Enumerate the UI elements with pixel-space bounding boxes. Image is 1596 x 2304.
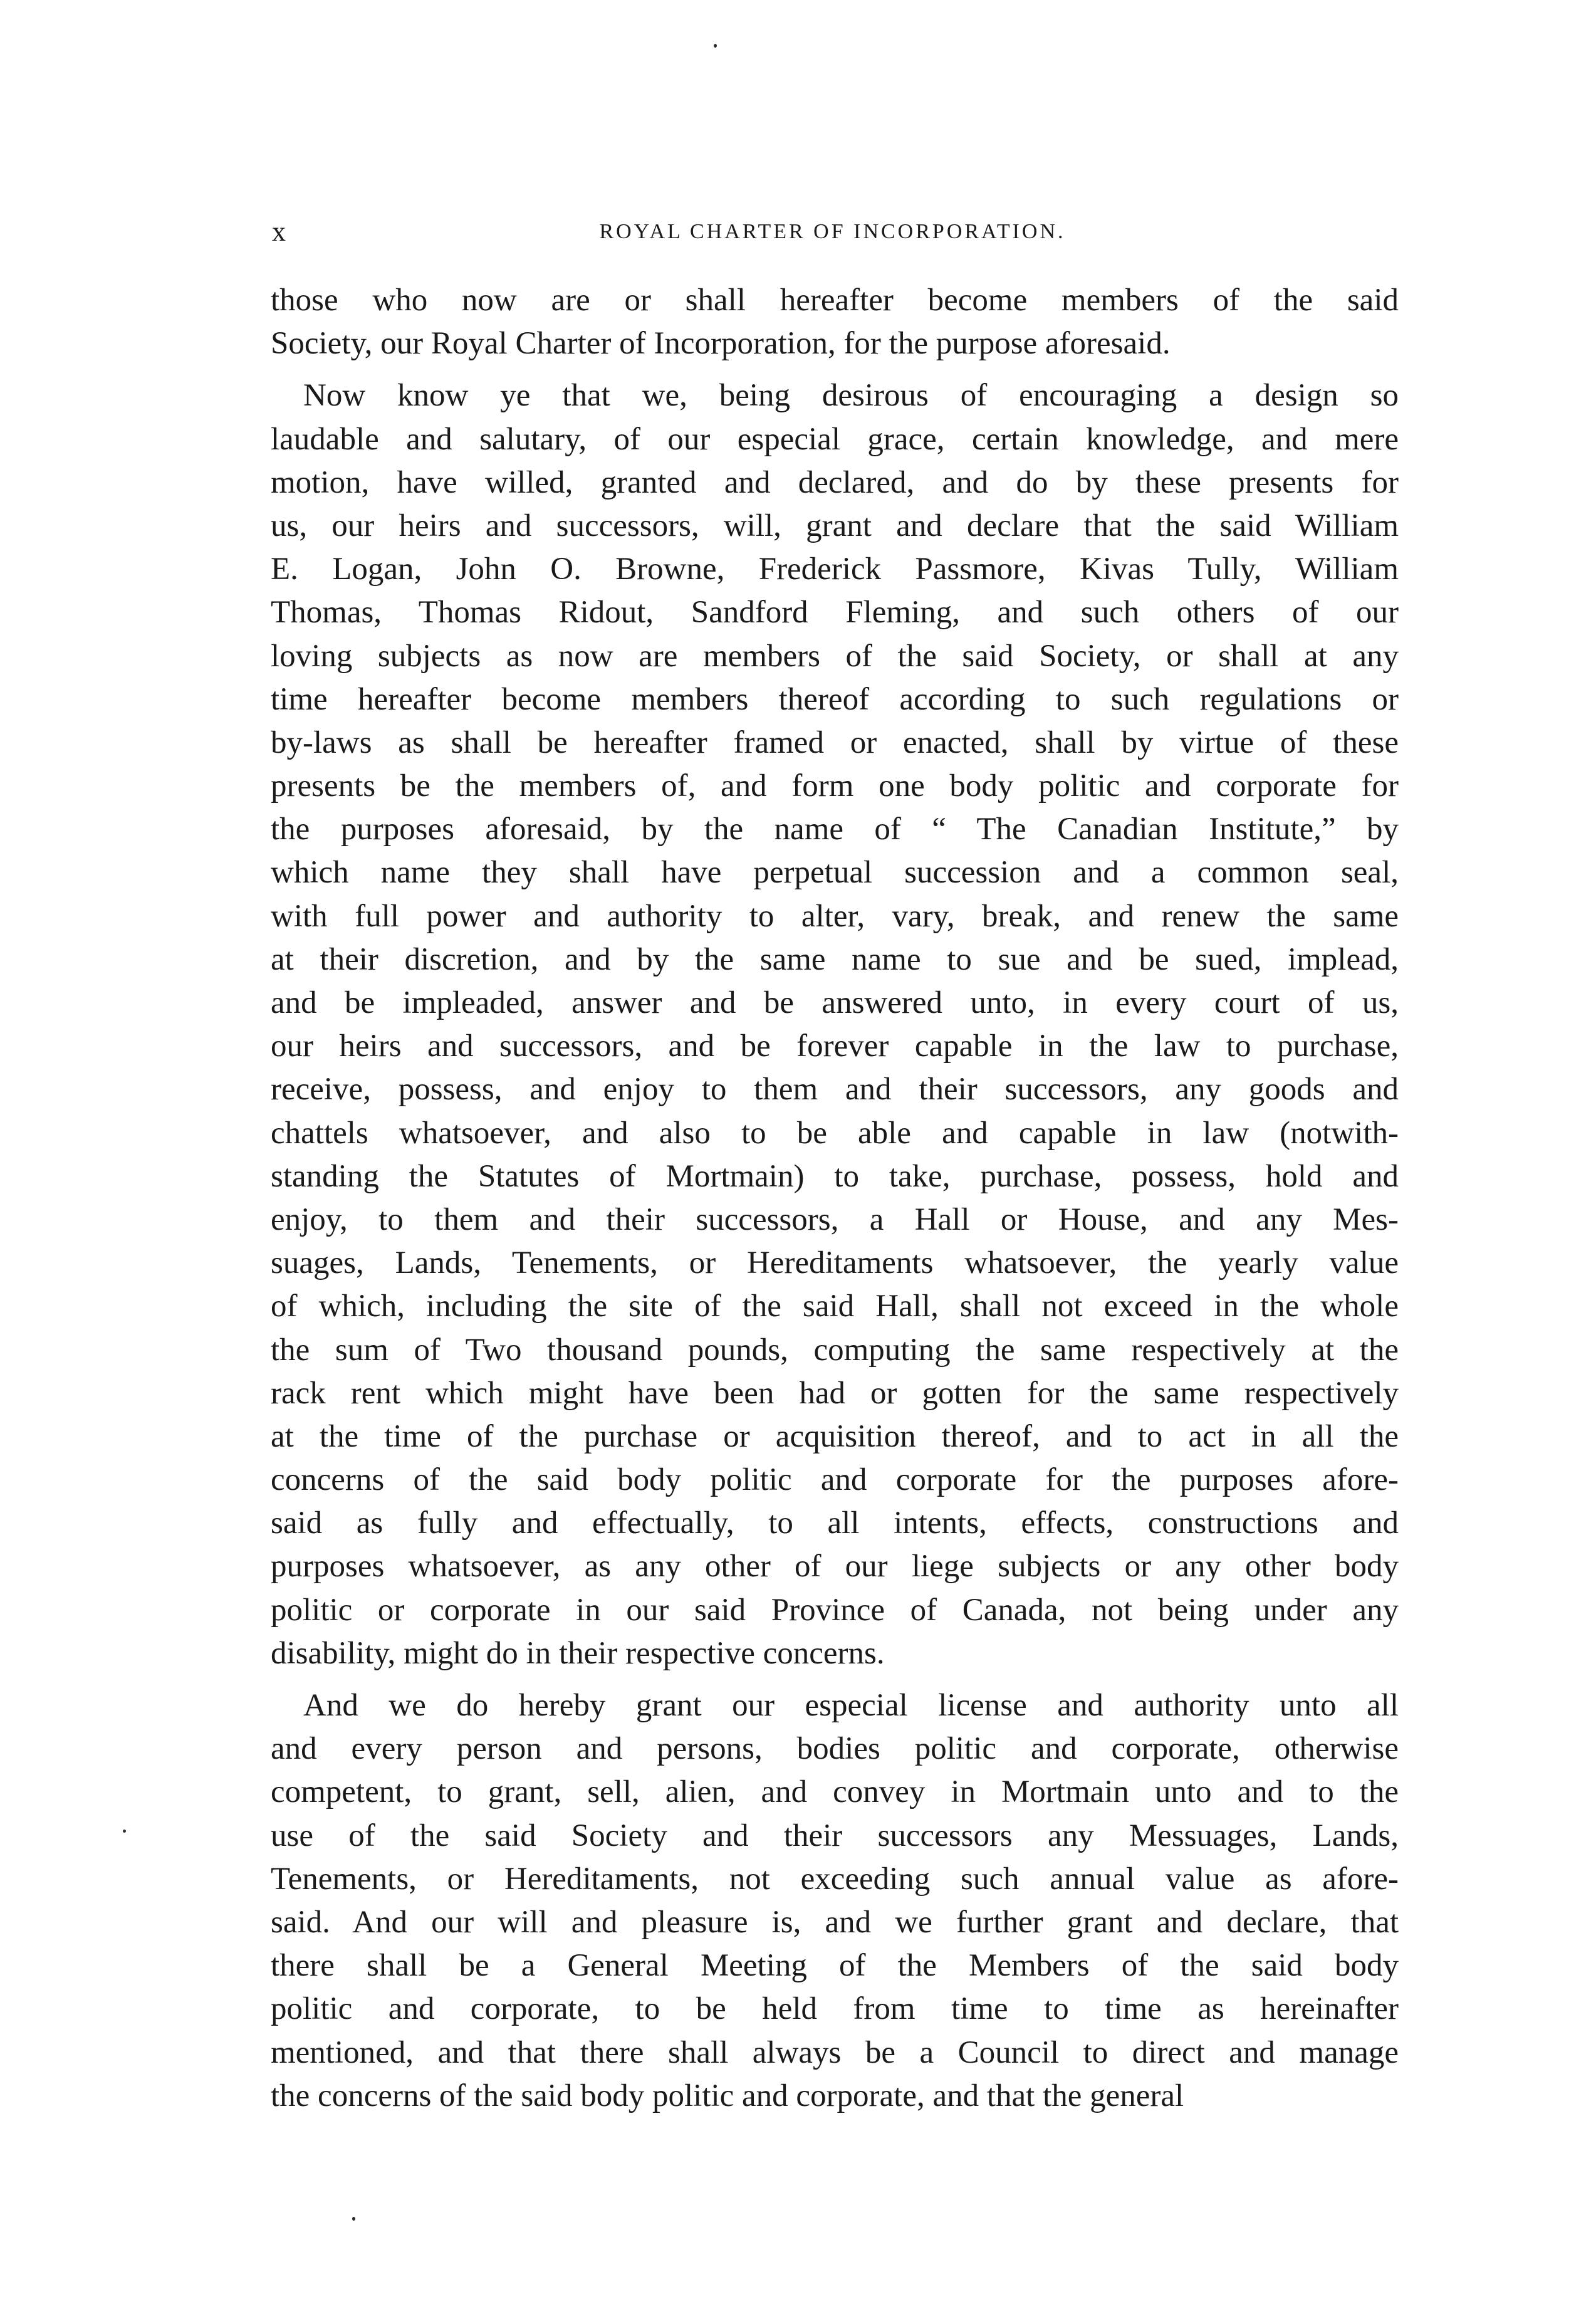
text-line: purposes whatsoever, as any other of our liege subjects or any other body xyxy=(271,1549,1399,1584)
text-line: laudable and salutary, of our especial grace, certain knowledge, and mere xyxy=(271,421,1399,457)
text-line: by-laws as shall be hereafter framed or enacted, shall by virtue of these xyxy=(271,725,1399,760)
page-header xyxy=(267,213,1398,251)
print-speck xyxy=(352,2217,355,2221)
body-text xyxy=(271,279,1399,2118)
text-line: said. And our will and pleasure is, and we further grant and declare, that xyxy=(271,1904,1399,1940)
text-line: standing the Statutes of Mortmain) to take, purchase, possess, hold and xyxy=(271,1158,1399,1194)
text-line: enjoy, to them and their successors, a Hall or House, and any Mes- xyxy=(271,1202,1399,1237)
text-line: which name they shall have perpetual succession and a common seal, xyxy=(271,855,1399,891)
text-line: with full power and authority to alter, vary, break, and renew the same xyxy=(271,898,1399,934)
text-line: the sum of Two thousand pounds, computing the same respectively at the xyxy=(271,1332,1399,1368)
text-line: presents be the members of, and form one body politic and corporate for xyxy=(271,768,1399,804)
text-line: us, our heirs and successors, will, grant and declare that the said William xyxy=(271,508,1399,543)
text-line: receive, possess, and enjoy to them and their successors, any goods and xyxy=(271,1072,1399,1107)
text-line: Thomas, Thomas Ridout, Sandford Fleming, and such others of our xyxy=(271,595,1399,631)
paragraph xyxy=(271,279,1399,365)
text-line: and every person and persons, bodies politic and corporate, otherwise xyxy=(271,1731,1399,1767)
text-line: of which, including the site of the said Hall, shall not exceed in the whole xyxy=(271,1289,1399,1324)
page-number: x xyxy=(272,216,286,247)
text-line: at the time of the purchase or acquisition thereof, and to act in all the xyxy=(271,1418,1399,1454)
text-line: concerns of the said body politic and corporate for the purposes afore- xyxy=(271,1462,1399,1498)
text-line: suages, Lands, Tenements, or Hereditaments whatsoever, the yearly value xyxy=(271,1245,1399,1281)
text-line: the concerns of the said body politic and corporate, and that the general xyxy=(271,2078,1184,2113)
text-line: time hereafter become members thereof according to such regulations or xyxy=(271,681,1399,717)
text-line: loving subjects as now are members of the said Society, or shall at any xyxy=(271,638,1399,674)
text-line: motion, have willed, granted and declared, and do by these presents for xyxy=(271,464,1399,500)
text-line: the purposes aforesaid, by the name of “ The Canadian Institute,” by xyxy=(271,812,1399,847)
text-line: our heirs and successors, and be forever capable in the law to purchase, xyxy=(271,1029,1399,1064)
text-line: use of the said Society and their successors any Messuages, Lands, xyxy=(271,1818,1399,1853)
text-line: Society, our Royal Charter of Incorporation, for the purpose aforesaid. xyxy=(271,326,1171,362)
paragraph xyxy=(271,1684,1399,2118)
text-line: those who now are or shall hereafter become members of the said xyxy=(271,283,1399,318)
text-line: disability, might do in their respective concerns. xyxy=(271,1635,885,1671)
text-line: competent, to grant, sell, alien, and convey in Mortmain unto and to the xyxy=(271,1774,1399,1810)
paragraph xyxy=(271,374,1399,1675)
text-line: at their discretion, and by the same name to sue and be sued, implead, xyxy=(271,941,1399,977)
text-line: and be impleaded, answer and be answered unto, in every court of us, xyxy=(271,985,1399,1020)
text-line: Now know ye that we, being desirous of encouraging a design so xyxy=(303,378,1399,414)
text-line: Tenements, or Hereditaments, not exceeding such annual value as afore- xyxy=(271,1861,1399,1897)
text-line: politic and corporate, to be held from time to time as hereinafter xyxy=(271,1991,1399,2027)
text-line: mentioned, and that there shall always be a Council to direct and manage xyxy=(271,2034,1399,2070)
text-line: rack rent which might have been had or gotten for the same respectively xyxy=(271,1375,1399,1411)
text-line: And we do hereby grant our especial license and authority unto all xyxy=(303,1688,1399,1723)
text-line: chattels whatsoever, and also to be able and capable in law (notwith- xyxy=(271,1115,1399,1151)
running-head: ROYAL CHARTER OF INCORPORATION. xyxy=(599,220,1066,243)
text-line: said as fully and effectually, to all intents, effects, constructions and xyxy=(271,1505,1399,1541)
text-line: E. Logan, John O. Browne, Frederick Passmore, Kivas Tully, William xyxy=(271,552,1399,587)
print-speck xyxy=(714,44,717,48)
print-speck xyxy=(123,1830,126,1833)
text-line: there shall be a General Meeting of the Members of the said body xyxy=(271,1948,1399,1984)
text-line: politic or corporate in our said Province of Canada, not being under any xyxy=(271,1592,1399,1628)
